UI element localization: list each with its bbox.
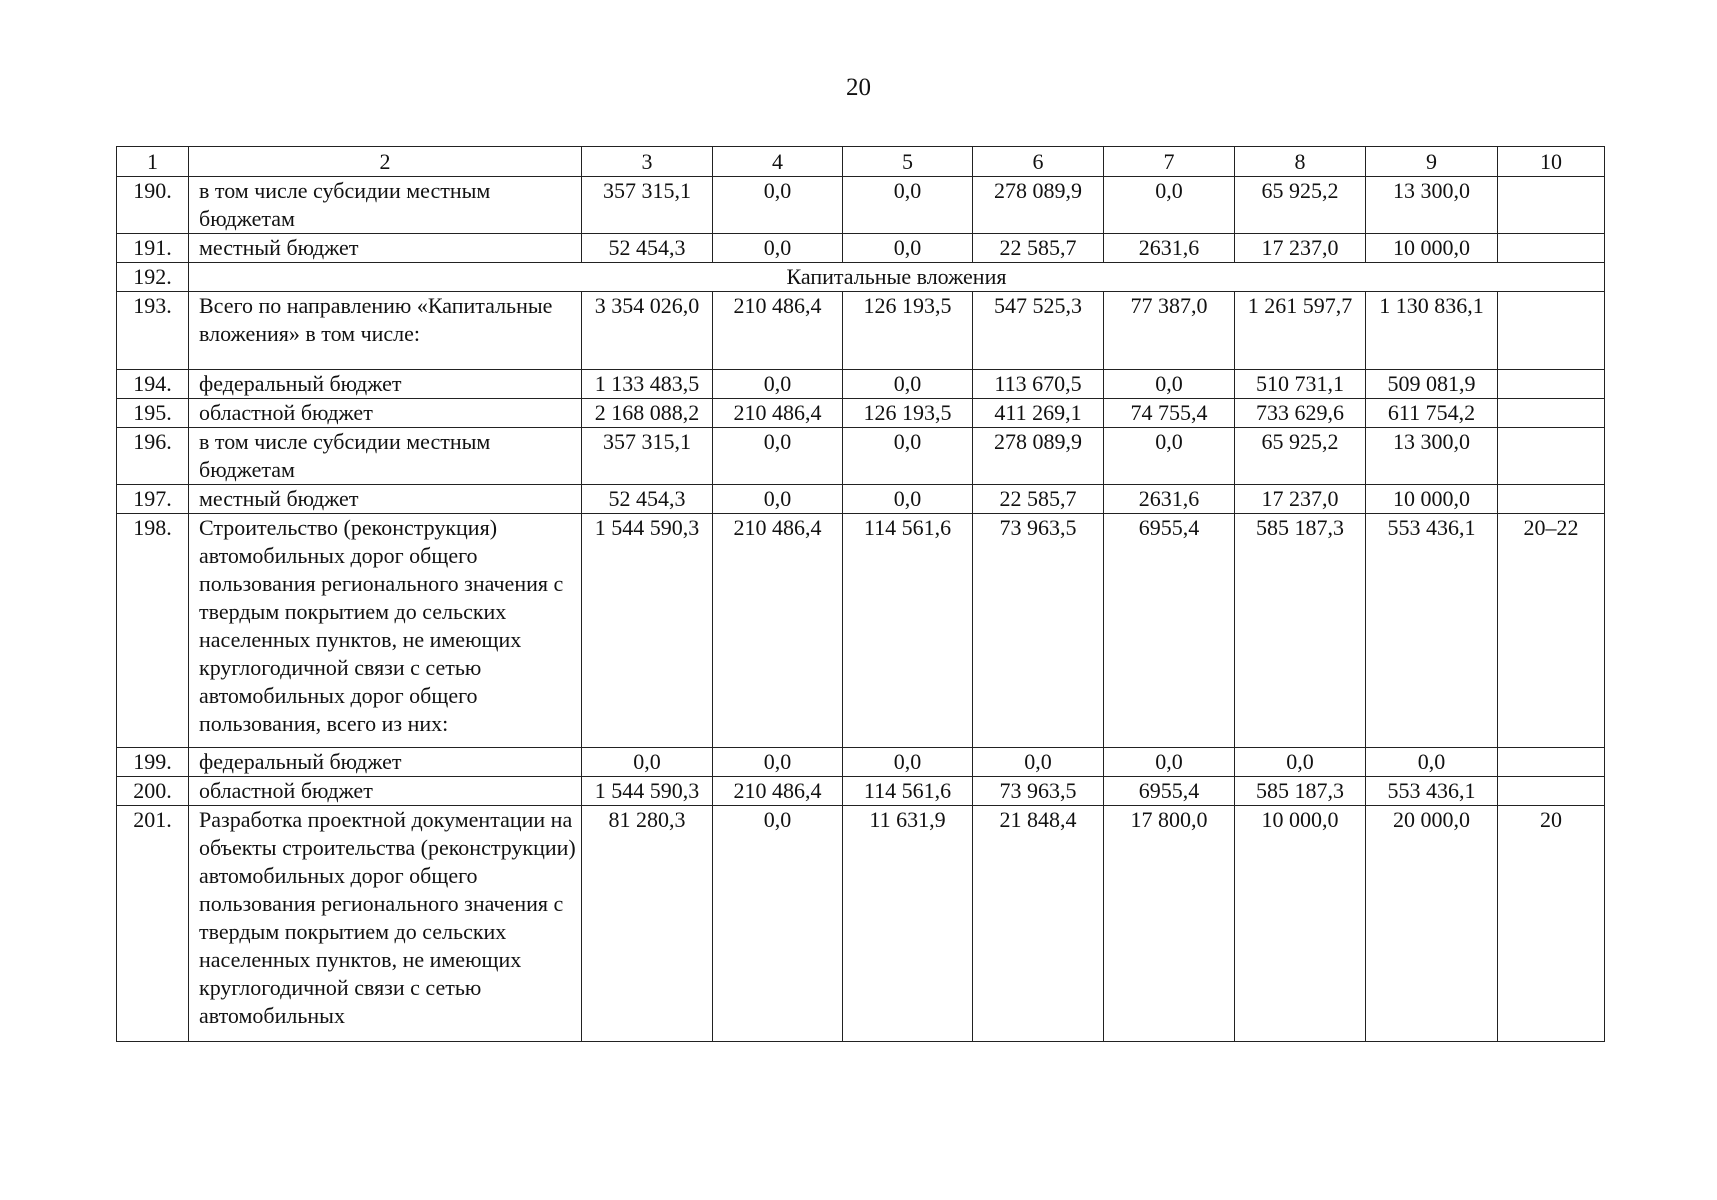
cell-col10 — [1498, 234, 1605, 263]
table-row — [117, 234, 1605, 263]
cell-value: 11 631,9 — [843, 806, 973, 1042]
cell-col10: 20–22 — [1498, 514, 1605, 748]
row-number: 190. — [117, 177, 189, 234]
cell-col10 — [1498, 177, 1605, 234]
cell-value: 10 000,0 — [1366, 485, 1498, 514]
column-header: 3 — [582, 147, 713, 177]
row-number: 192. — [117, 263, 189, 292]
row-number: 193. — [117, 292, 189, 370]
cell-value: 278 089,9 — [973, 428, 1104, 485]
row-number: 196. — [117, 428, 189, 485]
cell-value: 73 963,5 — [973, 777, 1104, 806]
cell-value: 2 168 088,2 — [582, 399, 713, 428]
cell-value: 81 280,3 — [582, 806, 713, 1042]
cell-col10 — [1498, 428, 1605, 485]
row-number: 195. — [117, 399, 189, 428]
cell-value: 210 486,4 — [713, 777, 843, 806]
cell-value: 210 486,4 — [713, 292, 843, 370]
row-number: 197. — [117, 485, 189, 514]
cell-value: 0,0 — [843, 177, 973, 234]
table-row — [117, 777, 1605, 806]
table-row — [117, 292, 1605, 370]
cell-value: 77 387,0 — [1104, 292, 1235, 370]
cell-value: 553 436,1 — [1366, 514, 1498, 748]
cell-value: 0,0 — [843, 370, 973, 399]
cell-value: 0,0 — [713, 370, 843, 399]
cell-value: 0,0 — [713, 485, 843, 514]
cell-value: 0,0 — [713, 177, 843, 234]
table-row — [117, 428, 1605, 485]
cell-col10 — [1498, 399, 1605, 428]
cell-value: 0,0 — [713, 234, 843, 263]
cell-value: 547 525,3 — [973, 292, 1104, 370]
cell-value: 114 561,6 — [843, 777, 973, 806]
cell-value: 278 089,9 — [973, 177, 1104, 234]
row-description: местный бюджет — [189, 485, 582, 514]
cell-value: 411 269,1 — [973, 399, 1104, 428]
cell-value: 0,0 — [1104, 370, 1235, 399]
cell-value: 13 300,0 — [1366, 428, 1498, 485]
row-description: областной бюджет — [189, 399, 582, 428]
cell-value: 74 755,4 — [1104, 399, 1235, 428]
cell-value: 1 261 597,7 — [1235, 292, 1366, 370]
cell-value: 17 237,0 — [1235, 485, 1366, 514]
cell-value: 0,0 — [713, 428, 843, 485]
cell-value: 1 544 590,3 — [582, 514, 713, 748]
cell-value: 1 133 483,5 — [582, 370, 713, 399]
cell-value: 0,0 — [1104, 748, 1235, 777]
cell-col10 — [1498, 485, 1605, 514]
cell-value: 2631,6 — [1104, 485, 1235, 514]
table-body — [117, 147, 1605, 1042]
cell-value: 585 187,3 — [1235, 514, 1366, 748]
cell-value: 17 237,0 — [1235, 234, 1366, 263]
cell-value: 733 629,6 — [1235, 399, 1366, 428]
cell-value: 0,0 — [843, 485, 973, 514]
cell-value: 0,0 — [843, 748, 973, 777]
column-header: 10 — [1498, 147, 1605, 177]
cell-col10 — [1498, 748, 1605, 777]
cell-value: 13 300,0 — [1366, 177, 1498, 234]
table-row — [117, 514, 1605, 748]
cell-value: 210 486,4 — [713, 514, 843, 748]
row-number: 198. — [117, 514, 189, 748]
row-description: Строительство (реконструкция) автомобильных дорог общего пользования регионального значения с твердым покрытием до сельских населенных пунктов, не имеющих круглогодичной связи с сетью автомобильных дорог общего пользования, всего из них: — [189, 514, 582, 748]
column-header: 1 — [117, 147, 189, 177]
cell-value: 1 544 590,3 — [582, 777, 713, 806]
row-description: областной бюджет — [189, 777, 582, 806]
cell-value: 2631,6 — [1104, 234, 1235, 263]
cell-value: 553 436,1 — [1366, 777, 1498, 806]
cell-value: 585 187,3 — [1235, 777, 1366, 806]
column-header: 9 — [1366, 147, 1498, 177]
column-header: 8 — [1235, 147, 1366, 177]
cell-value: 0,0 — [713, 748, 843, 777]
table-row — [117, 806, 1605, 1042]
budget-table — [116, 146, 1605, 1042]
cell-value: 510 731,1 — [1235, 370, 1366, 399]
cell-value: 10 000,0 — [1366, 234, 1498, 263]
table-row — [117, 399, 1605, 428]
cell-value: 0,0 — [1366, 748, 1498, 777]
cell-value: 509 081,9 — [1366, 370, 1498, 399]
row-number: 194. — [117, 370, 189, 399]
table-row — [117, 485, 1605, 514]
cell-value: 0,0 — [582, 748, 713, 777]
cell-value: 113 670,5 — [973, 370, 1104, 399]
row-description: федеральный бюджет — [189, 748, 582, 777]
cell-value: 611 754,2 — [1366, 399, 1498, 428]
column-header: 4 — [713, 147, 843, 177]
row-number: 199. — [117, 748, 189, 777]
row-description: местный бюджет — [189, 234, 582, 263]
cell-value: 52 454,3 — [582, 234, 713, 263]
cell-value: 0,0 — [1104, 428, 1235, 485]
cell-value: 357 315,1 — [582, 428, 713, 485]
column-header-row — [117, 147, 1605, 177]
cell-value: 22 585,7 — [973, 234, 1104, 263]
column-header: 6 — [973, 147, 1104, 177]
cell-value: 65 925,2 — [1235, 428, 1366, 485]
cell-value: 126 193,5 — [843, 399, 973, 428]
section-title: Капитальные вложения — [189, 263, 1605, 292]
cell-value: 22 585,7 — [973, 485, 1104, 514]
cell-value: 0,0 — [843, 234, 973, 263]
cell-value: 6955,4 — [1104, 777, 1235, 806]
cell-value: 17 800,0 — [1104, 806, 1235, 1042]
table-row — [117, 748, 1605, 777]
cell-value: 65 925,2 — [1235, 177, 1366, 234]
column-header: 7 — [1104, 147, 1235, 177]
cell-value: 6955,4 — [1104, 514, 1235, 748]
cell-value: 73 963,5 — [973, 514, 1104, 748]
row-description: федеральный бюджет — [189, 370, 582, 399]
cell-value: 1 130 836,1 — [1366, 292, 1498, 370]
cell-value: 0,0 — [843, 428, 973, 485]
cell-value: 0,0 — [1235, 748, 1366, 777]
cell-value: 210 486,4 — [713, 399, 843, 428]
column-header: 5 — [843, 147, 973, 177]
row-description: в том числе субсидии местным бюджетам — [189, 428, 582, 485]
cell-value: 357 315,1 — [582, 177, 713, 234]
cell-value: 126 193,5 — [843, 292, 973, 370]
row-description: в том числе субсидии местным бюджетам — [189, 177, 582, 234]
cell-col10: 20 — [1498, 806, 1605, 1042]
column-header: 2 — [189, 147, 582, 177]
cell-value: 114 561,6 — [843, 514, 973, 748]
row-number: 200. — [117, 777, 189, 806]
page-number: 20 — [846, 74, 871, 101]
cell-value: 3 354 026,0 — [582, 292, 713, 370]
table-row — [117, 370, 1605, 399]
cell-col10 — [1498, 777, 1605, 806]
cell-value: 0,0 — [973, 748, 1104, 777]
row-number: 191. — [117, 234, 189, 263]
table-row — [117, 263, 1605, 292]
table-row — [117, 177, 1605, 234]
cell-value: 21 848,4 — [973, 806, 1104, 1042]
cell-value: 20 000,0 — [1366, 806, 1498, 1042]
cell-value: 52 454,3 — [582, 485, 713, 514]
cell-value: 10 000,0 — [1235, 806, 1366, 1042]
cell-col10 — [1498, 370, 1605, 399]
cell-value: 0,0 — [1104, 177, 1235, 234]
row-description: Всего по направлению «Капитальные вложения» в том числе: — [189, 292, 582, 370]
cell-value: 0,0 — [713, 806, 843, 1042]
cell-col10 — [1498, 292, 1605, 370]
row-description: Разработка проектной документации на объекты строительства (реконструкции) автомобильных дорог общего пользования регионального значения с твердым покрытием до сельских населенных пунктов, не имеющих круглогодичной связи с сетью автомобильных — [189, 806, 582, 1042]
row-number: 201. — [117, 806, 189, 1042]
